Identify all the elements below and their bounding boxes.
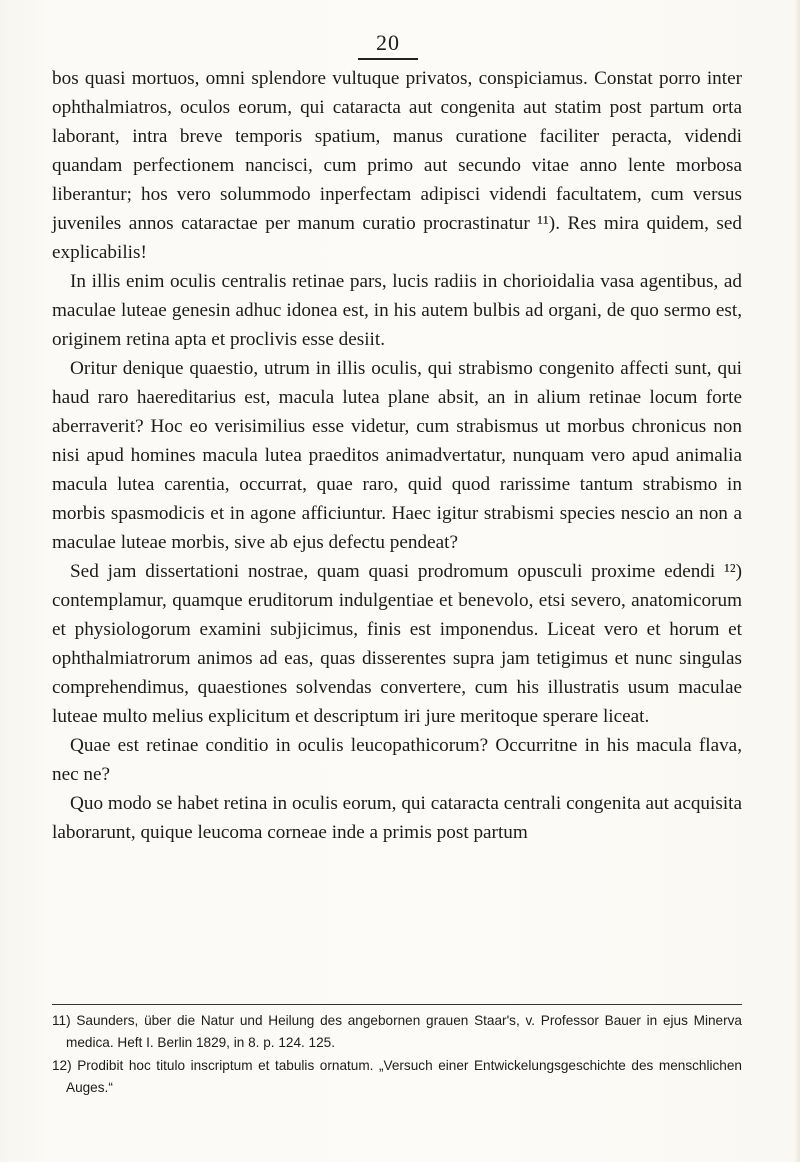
footnote-11: 11) Saunders, über die Natur und Heilung des angebornen grauen Staar's, v. Professor Bauer in ejus Minerva medica. Heft I. Berlin 1829, in 8. p. 124. 125. <box>52 1013 742 1050</box>
footnotes <box>52 1010 742 1099</box>
page-edge-shadow <box>794 0 800 1162</box>
paragraph-5: Quae est retinae conditio in oculis leucopathicorum? Occurritne in his macula flava, nec ne? <box>52 735 742 785</box>
paragraph-4: Sed jam dissertationi nostrae, quam quasi prodromum opusculi proxime edendi ¹²) contemplamur, quamque eruditorum indulgentiae et benevolo, etsi severo, anatomicorum et physiologorum examini subjicimus, finis est imponendus. Liceat vero et horum et ophthalmiatrorum animos ad eas, quas disserentes supra jam tetigimus et nunc singulas comprehendimus, quaestiones solvendas convertere, cum his illustratis usum maculae luteae multo melius explicitum et descriptum iri jure meritoque sperare liceat. <box>52 561 742 727</box>
main-text <box>52 64 742 847</box>
page-number: 20 <box>358 30 418 60</box>
footnote-12: 12) Prodibit hoc titulo inscriptum et tabulis ornatum. „Versuch einer Entwickelungsgeschichte des menschlichen Auges.“ <box>52 1058 742 1095</box>
paragraph-3: Oritur denique quaestio, utrum in illis oculis, qui strabismo congenito affecti sunt, qui haud raro haereditarius est, macula lutea plane absit, an in alium retinae locum forte aberraverit? Hoc eo verisimilius esse videtur, cum strabismus ut morbus chronicus non nisi apud homines macula lutea praeditos animadvertatur, nunquam vero apud animalia macula lutea carentia, occurrat, quae raro, quid quod rarissime tantum strabismo in morbis spasmodicis et in agone afficiuntur. Haec igitur strabismi species nescio an non a maculae luteae morbis, sive ab ejus defectu pendeat? <box>52 358 742 553</box>
paragraph-2: In illis enim oculis centralis retinae pars, lucis radiis in chorioidalia vasa agentibus, ad maculae luteae genesin adhuc idonea est, in his autem bulbis ad organi, de quo sermo est, originem retina apta et proclivis esse desiit. <box>52 271 742 350</box>
paragraph-6: Quo modo se habet retina in oculis eorum, qui cataracta centrali congenita aut acquisita laborarunt, quique leucoma corneae inde a primis post partum <box>52 793 742 843</box>
footnote-divider <box>52 1004 742 1005</box>
paragraph-1: bos quasi mortuos, omni splendore vultuque privatos, conspiciamus. Constat porro inter ophthalmiatros, oculos eorum, qui cataracta aut congenita aut statim post partum orta laborant, intra breve temporis spatium, manus curatione faciliter peracta, videndi quandam perfectionem nancisci, cum primo aut secundo vitae anno lente morbosa liberantur; hos vero solummodo inperfectam adipisci videndi facultatem, cum versus juveniles annos cataractae per manum curatio procrastinatur ¹¹). Res mira quidem, sed explicabilis! <box>52 68 742 263</box>
